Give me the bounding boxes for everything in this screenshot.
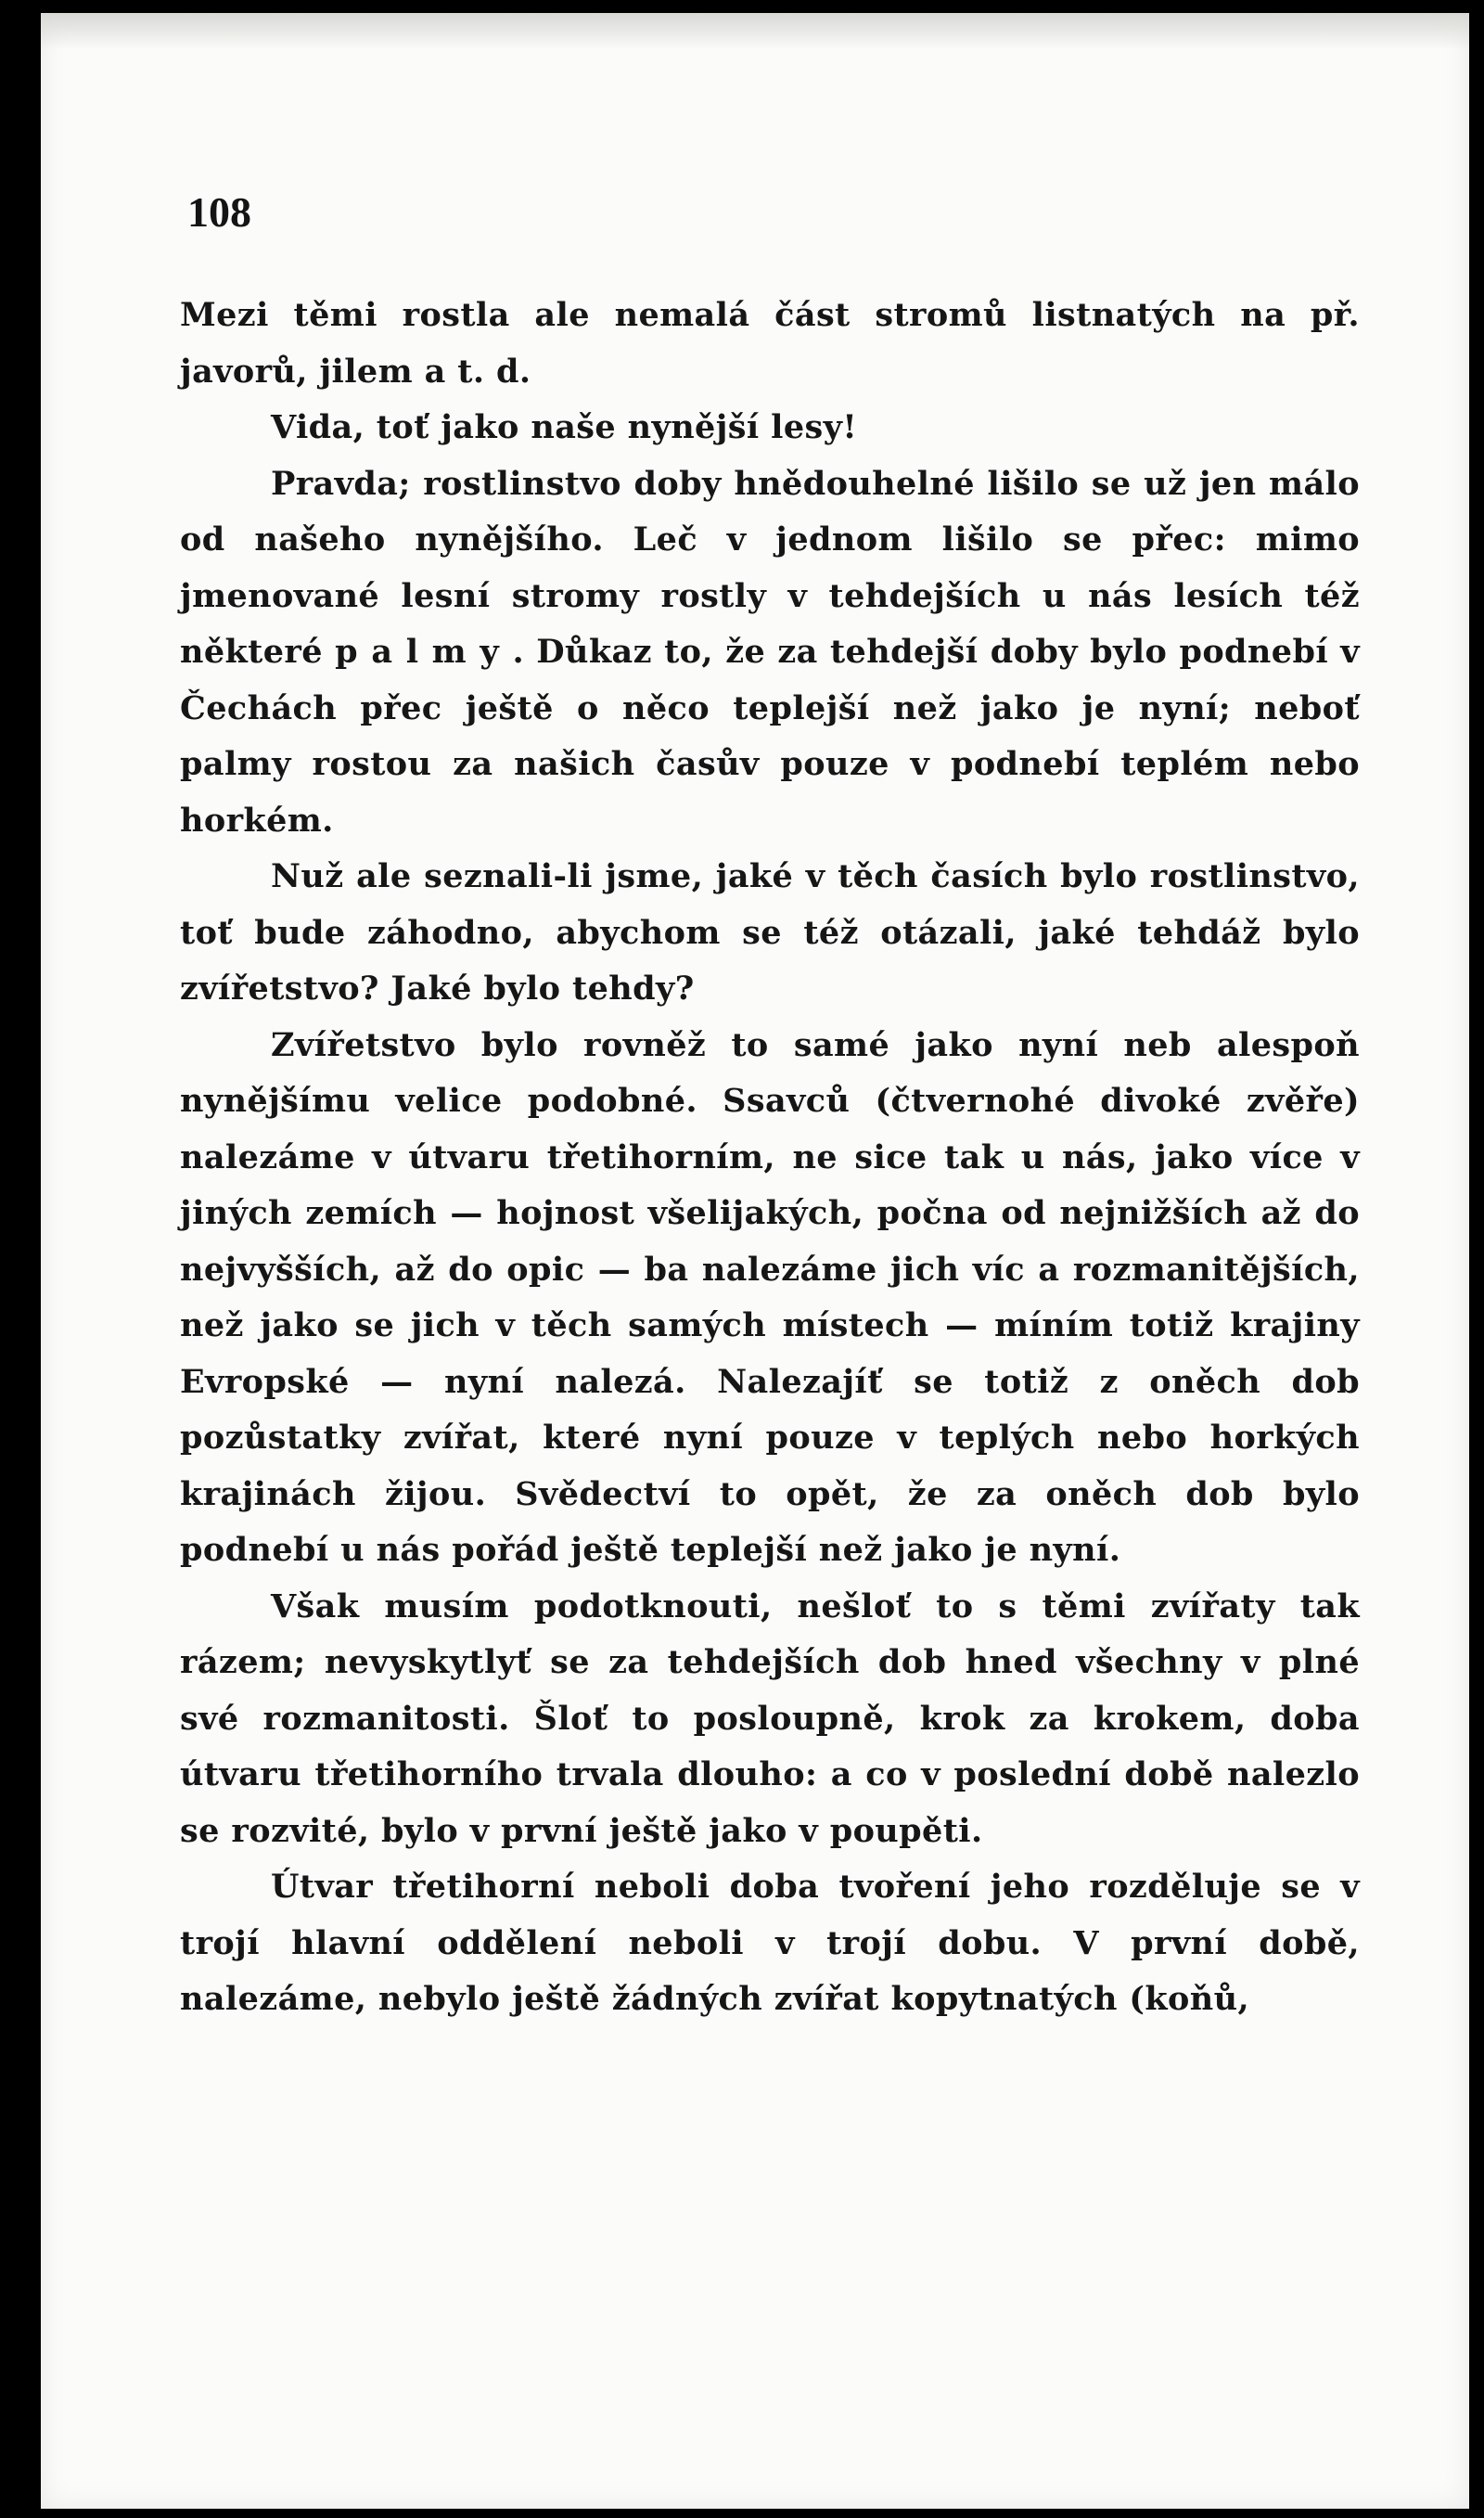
book-page (41, 13, 1469, 2509)
body-text (180, 288, 1360, 2028)
paragraph-text: . Důkaz to, že za tehdejší doby bylo podnebí v Čechách přec ještě o něco teplejší než jako je nyní; neboť palmy rostou za našich časův pouze v podnebí teplém nebo horkém. (180, 633, 1360, 840)
page-number: 108 (187, 188, 251, 236)
paragraph (180, 456, 1360, 850)
paragraph (180, 1018, 1360, 1579)
paragraph (180, 849, 1360, 1018)
paragraph-text: Pravda; rostlinstvo doby hnědouhelné lišilo se už jen málo od našeho nynějšího. Leč v jednom lišilo se přec: mimo jmenované lesní stromy rostly v tehdejších u nás lesích též některé (180, 464, 1360, 671)
paragraph-text: Zvířetstvo bylo rovněž to samé jako nyní neb alespoň nynějšímu velice podobné. Ssavců (čtvernohé divoké zvěře) nalezáme v útvaru třetihorním, ne sice tak u nás, jako více v jiných zemích — hojnost všelijakých, počna od nejnižších až do nejvyšších, až do opic — ba nalezáme jich víc a rozmanitějších, než jako se jich v těch samých místech — míním totiž krajiny Evropské — nyní nalezá. Nalezajíť se totiž z oněch dob pozůstatky zvířat, které nyní pouze v teplých nebo horkých krajinách žijou. Svědectví to opět, že za oněch dob bylo podnebí u nás pořád ještě teplejší než jako je nyní. (180, 1025, 1360, 1569)
paragraph-text: Vida, toť jako naše nynější lesy! (271, 408, 858, 446)
paragraph-text: Však musím podotknouti, nešloť to s těmi zvířaty tak rázem; nevyskytlyť se za tehdejších dob hned všechny v plné své rozmanitosti. Šloť to posloupně, krok za krokem, doba útvaru třetihorního trvala dlouho: a co v poslední době nalezlo se rozvité, bylo v první ještě jako v poupěti. (180, 1587, 1360, 1850)
paragraph (180, 1579, 1360, 1860)
paragraph (180, 400, 1360, 456)
paragraph (180, 1859, 1360, 2028)
paragraph-text: Mezi těmi rostla ale nemalá část stromů listnatých na př. javorů, jilem a t. d. (180, 296, 1360, 391)
paragraph-text: Útvar třetihorní neboli doba tvoření jeho rozděluje se v trojí hlavní oddělení neboli v trojí dobu. V první době, nalezáme, nebylo ještě žádných zvířat kopytnatých (koňů, (180, 1868, 1360, 2018)
spaced-emphasis-word: palmy (335, 633, 513, 671)
paragraph (180, 288, 1360, 400)
paragraph-text: Nuž ale seznali-li jsme, jaké v těch časích bylo rostlinstvo, toť bude záhodno, abychom se též otázali, jaké tehdáž bylo zvířetstvo? Jaké bylo tehdy? (180, 857, 1360, 1008)
page-edge-shadow (41, 13, 1469, 50)
